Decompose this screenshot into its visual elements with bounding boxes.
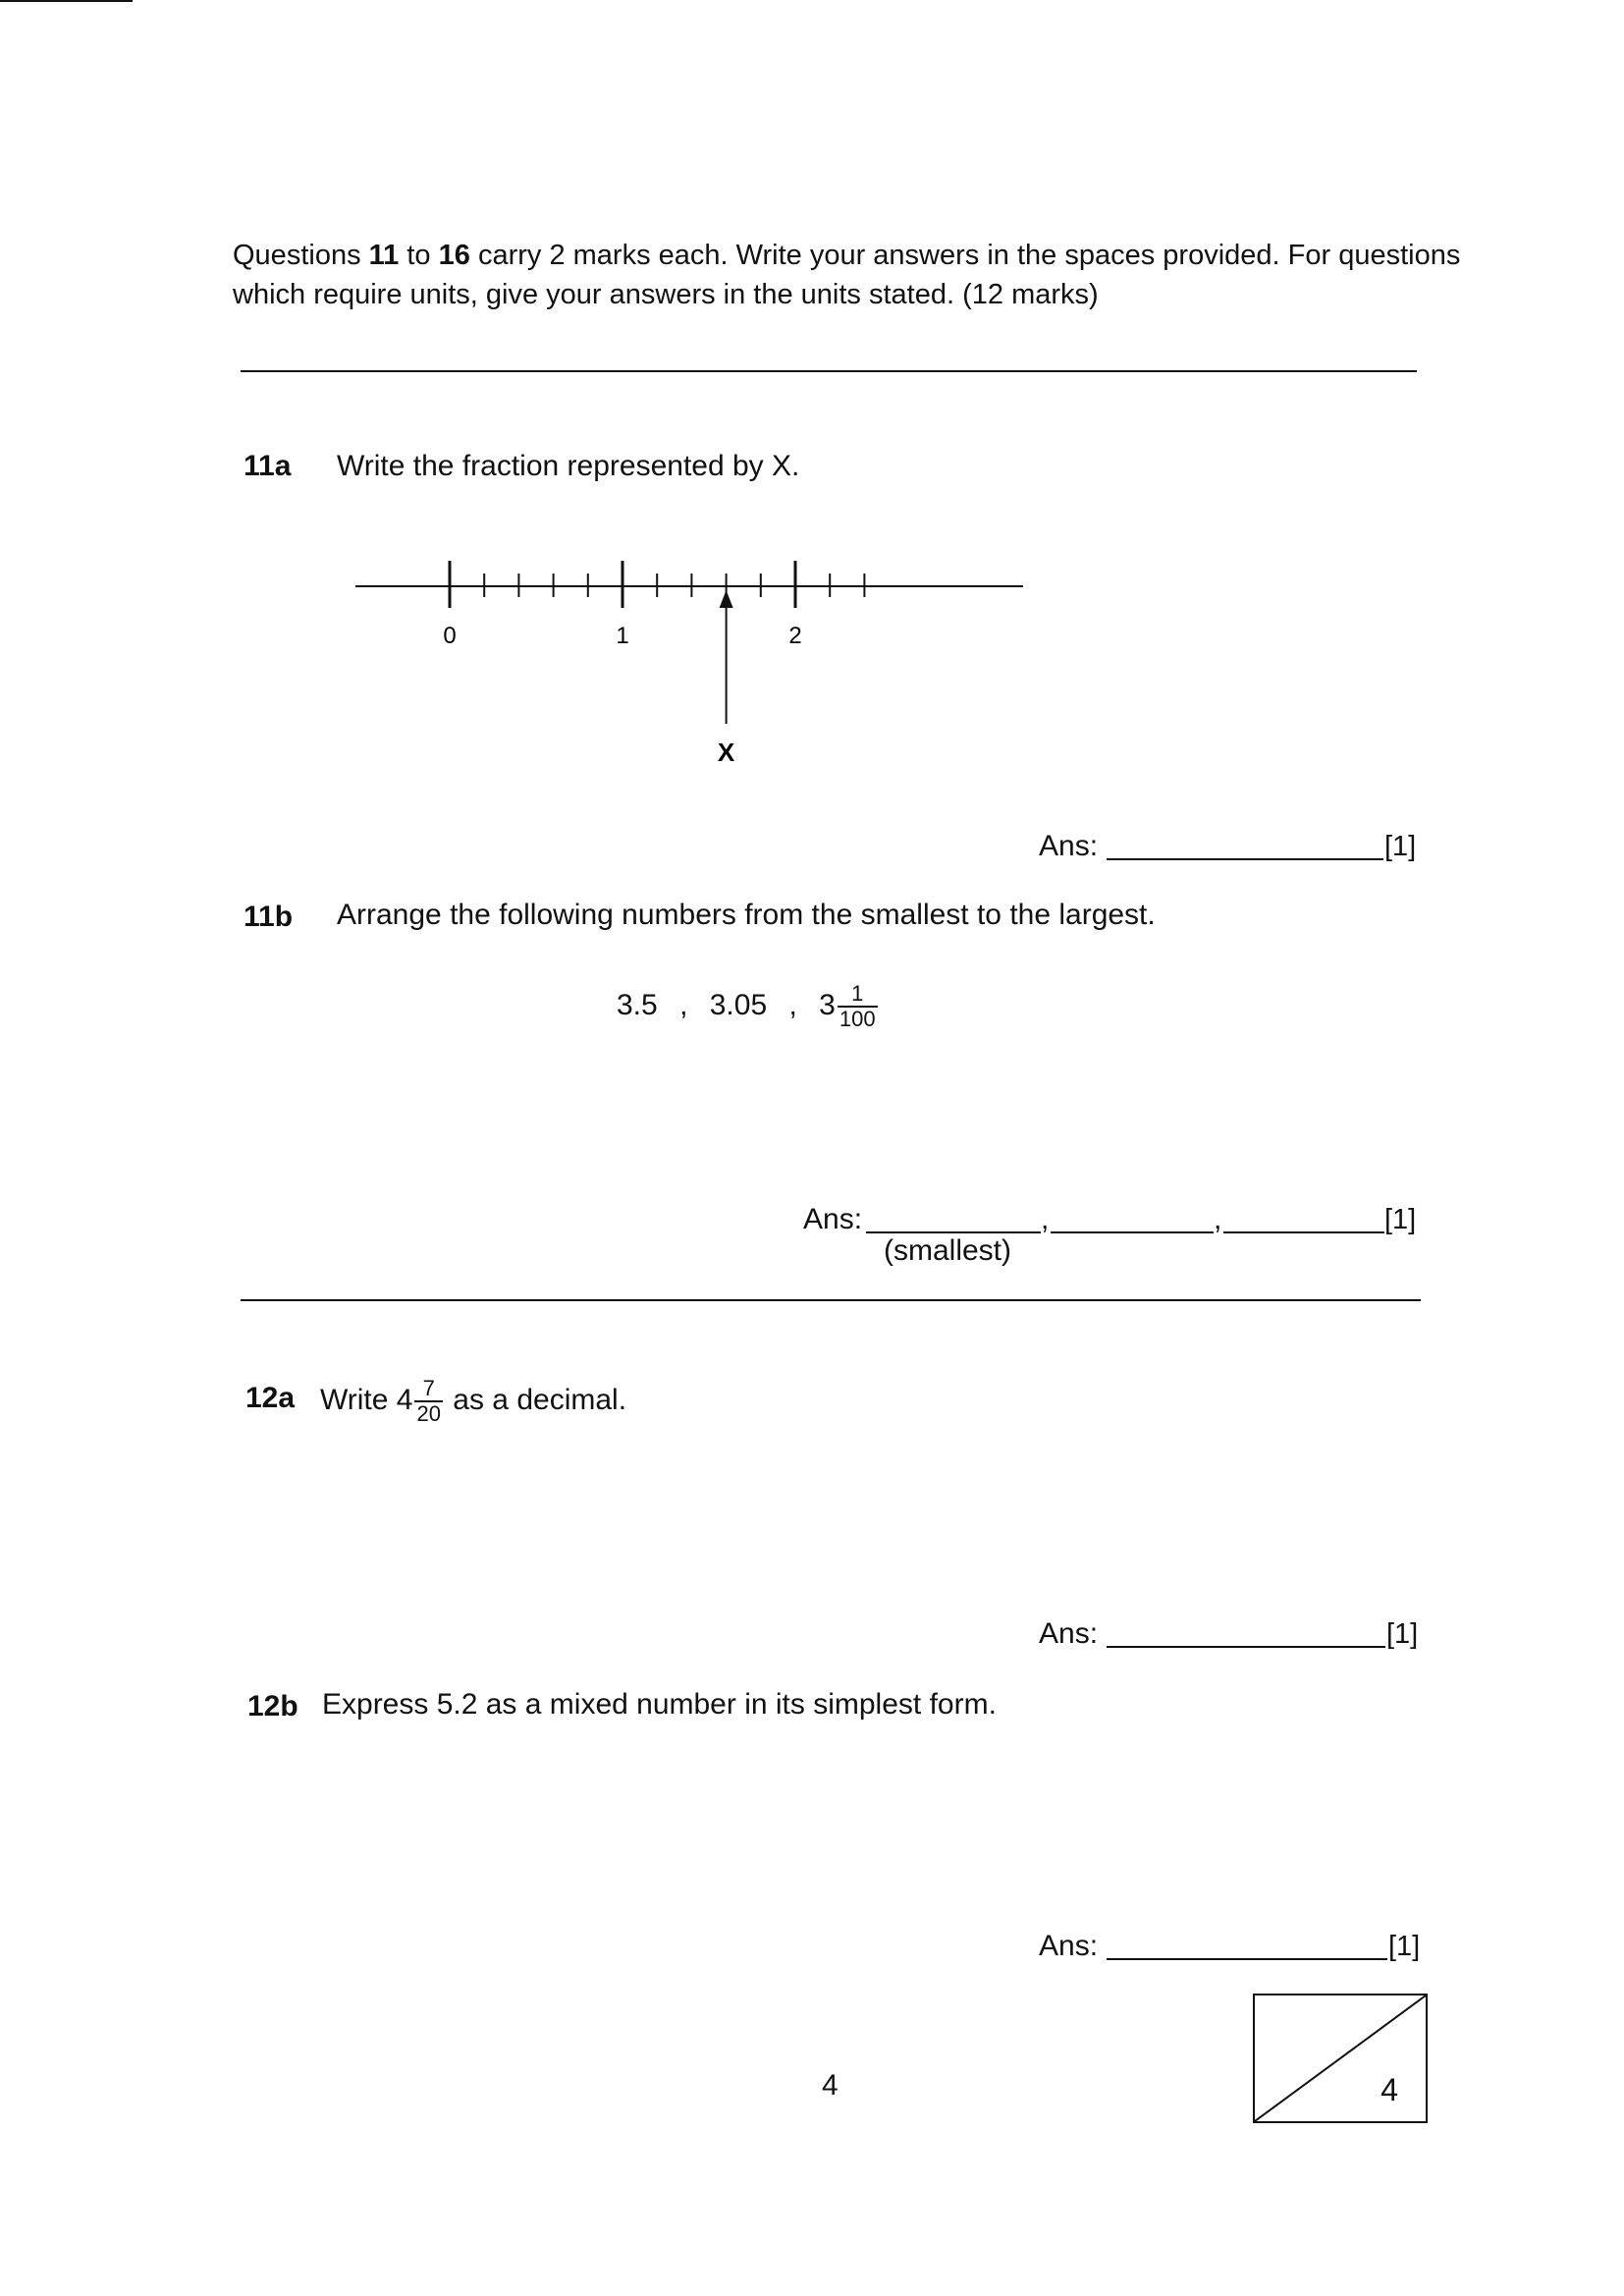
answer-field-12a[interactable]: [1107, 1646, 1385, 1648]
mixed-number-whole: 3: [819, 988, 836, 1021]
answer-label-11b: Ans:: [803, 1203, 863, 1235]
intro-text-1: Questions: [233, 240, 369, 271]
page-number: 4: [822, 2069, 839, 2102]
answer-separator: ,: [1214, 1203, 1222, 1235]
number-line: [344, 530, 1051, 845]
smallest-label: (smallest): [884, 1234, 1012, 1267]
number-line-label-0: 0: [443, 623, 457, 649]
fraction-7-20: [414, 1377, 442, 1426]
arrow-x-pointer: [720, 590, 733, 724]
answer-field-12b[interactable]: [1107, 1958, 1387, 1960]
answer-field-11a[interactable]: [1107, 858, 1383, 860]
question-number-12b: 12b: [247, 1690, 298, 1722]
section-divider-middle: [241, 1299, 1421, 1301]
answer-field-11b-2[interactable]: [1051, 1231, 1214, 1233]
score-max: 4: [1380, 2072, 1398, 2107]
intro-text-2: to: [399, 240, 439, 271]
number-3-5: 3.5: [617, 988, 658, 1021]
answer-field-11b-3[interactable]: [1223, 1231, 1384, 1233]
question-text-12a-before: Write 4: [320, 1383, 413, 1416]
marks-12b: [1]: [1388, 1931, 1421, 1962]
question-number-12a: 12a: [245, 1382, 296, 1414]
answer-label-11a: Ans:: [1039, 830, 1099, 862]
number-3-05: 3.05: [709, 988, 768, 1021]
answer-separator: ,: [1041, 1203, 1050, 1235]
instructions: [233, 236, 1470, 314]
numbers-to-arrange: [617, 982, 880, 1031]
marks-11a: [1]: [1384, 831, 1417, 862]
fraction-denominator: 100: [839, 1007, 876, 1031]
arrow-label-x: X: [717, 738, 735, 767]
number-line-ticks: [355, 561, 1023, 608]
question-number-11b: 11b: [244, 901, 294, 933]
arrow-head: [720, 590, 733, 608]
answer-label-12a: Ans:: [1039, 1617, 1099, 1650]
intro-q-to: 16: [438, 240, 470, 271]
separator: ,: [788, 988, 797, 1021]
score-box-diagonal: [1255, 1995, 1426, 2121]
number-line-label-1: 1: [616, 623, 629, 649]
question-text-11a: Write the fraction represented by X.: [337, 450, 800, 482]
number-line-label-2: 2: [788, 623, 802, 649]
intro-q-from: 11: [368, 240, 400, 271]
question-number-11a: 11a: [244, 450, 292, 482]
fraction-numerator: 7: [414, 1377, 442, 1402]
fraction-denominator: 20: [416, 1401, 441, 1426]
fraction-numerator: 1: [838, 982, 878, 1008]
question-text-12b: Express 5.2 as a mixed number in its simplest form.: [322, 1688, 997, 1721]
mixed-number-fraction: [838, 982, 878, 1031]
intro-text-3: carry 2 marks each. Write your answers in the spaces provided. For questions which require units, give your answers in the units stated. (12 marks): [233, 240, 1461, 310]
question-text-12a: [320, 1377, 626, 1426]
section-divider-top: [241, 370, 1417, 372]
question-text-11b: Arrange the following numbers from the smallest to the largest.: [337, 899, 1156, 931]
answer-label-12b: Ans:: [1039, 1930, 1099, 1962]
score-box: [1253, 1994, 1428, 2123]
separator: ,: [679, 988, 688, 1021]
marks-12a: [1]: [1386, 1618, 1419, 1650]
question-text-12a-after: as a decimal.: [444, 1383, 627, 1416]
scan-edge-line: [0, 0, 133, 2]
marks-11b: [1]: [1384, 1204, 1417, 1235]
